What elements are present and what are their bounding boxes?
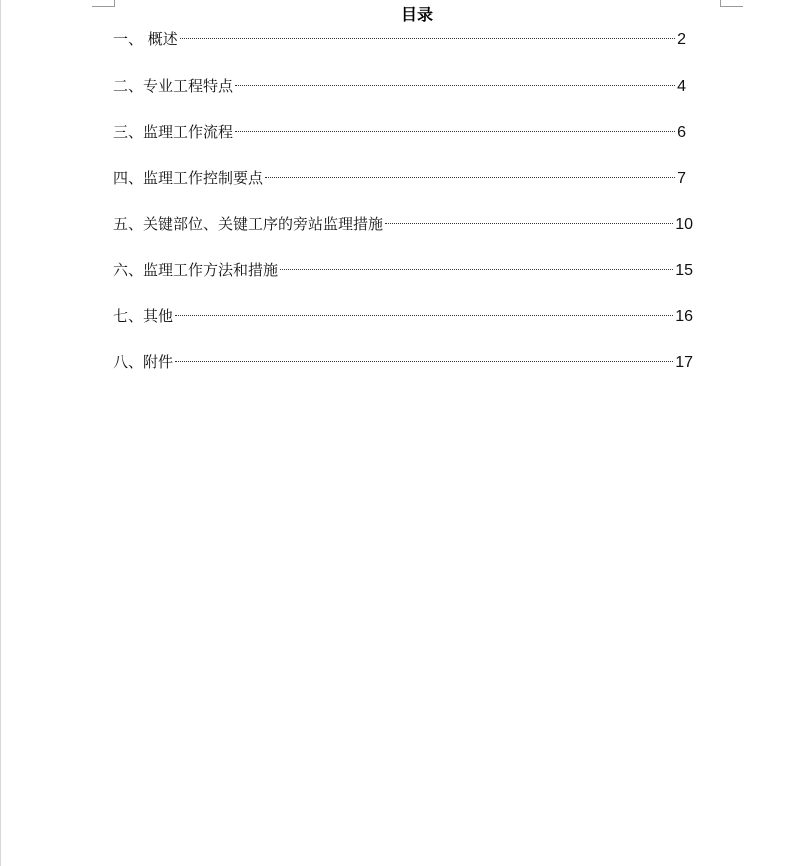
toc-entry[interactable] [113,121,686,167]
toc-entry-label: 八、附件 [113,353,174,371]
toc-entry-page: 6 [677,124,686,141]
toc-dot-leader [235,131,675,132]
toc-entry-page: 10 [675,216,693,233]
toc-entry-page: 17 [675,354,693,371]
toc-entry-label: 五、关键部位、关键工序的旁站监理措施 [113,215,384,233]
toc-entry-label: 六、监理工作方法和措施 [113,261,279,279]
toc-entry[interactable] [113,213,693,259]
toc-entry[interactable] [113,351,693,397]
toc-entry-page: 7 [677,170,686,187]
toc-entry-label: 一、 概述 [113,30,178,48]
toc-entry[interactable] [113,75,686,121]
toc-entry-label: 二、专业工程特点 [113,77,234,95]
toc-dot-leader [180,38,675,39]
toc-entry-label: 七、其他 [113,307,174,325]
toc-entry-page: 2 [677,31,686,48]
toc-entry-page: 4 [677,78,686,95]
toc-entry[interactable] [113,305,693,351]
toc-dot-leader [280,269,673,270]
toc-entry-page: 16 [675,308,693,325]
toc-entry-page: 15 [675,262,693,279]
toc-entry-label: 三、监理工作流程 [113,123,234,141]
toc-dot-leader [235,85,675,86]
toc-dot-leader [175,315,673,316]
toc-title: 目录 [400,5,433,24]
page-left-edge [0,0,1,866]
toc-dot-leader [175,361,673,362]
toc-entry-label: 四、监理工作控制要点 [113,169,264,187]
toc-entry[interactable] [113,259,693,305]
toc-entry[interactable] [113,167,686,213]
table-of-contents [113,28,693,397]
toc-entry[interactable] [113,28,686,75]
toc-dot-leader [385,223,673,224]
toc-dot-leader [265,177,675,178]
